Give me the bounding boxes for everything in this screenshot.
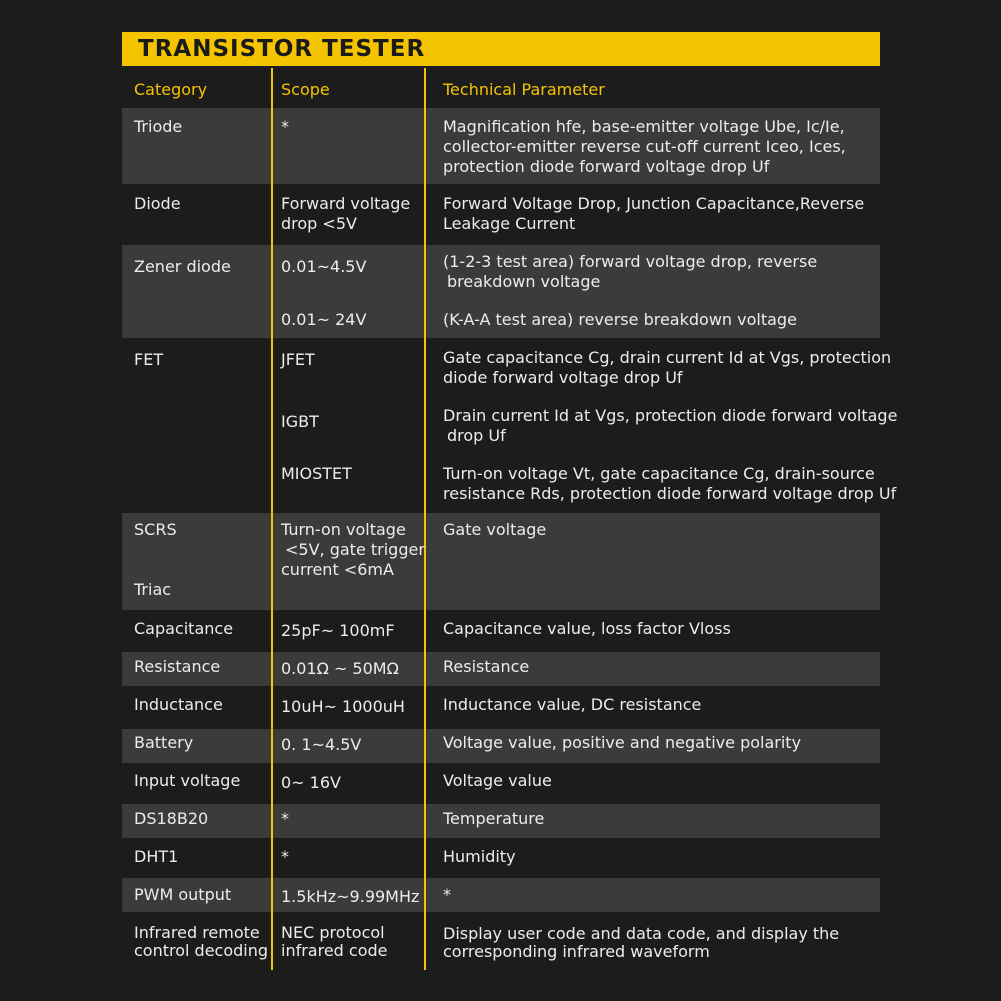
parameter-cell: Drain current Id at Vgs, protection diode forward voltage	[443, 406, 898, 425]
scope-cell: 0. 1~4.5V	[281, 735, 362, 754]
category-cell: DS18B20	[134, 809, 209, 828]
page-title: TRANSISTOR TESTER	[138, 36, 426, 62]
scope-cell: Forward voltage	[281, 194, 411, 213]
category-cell: Triac	[134, 580, 172, 599]
category-cell: Input voltage	[134, 771, 241, 790]
category-cell: Triode	[134, 117, 183, 136]
parameter-cell: drop Uf	[447, 426, 506, 445]
parameter-cell: Leakage Current	[443, 214, 576, 233]
category-cell: Zener diode	[134, 257, 231, 276]
column-divider-1	[271, 68, 273, 970]
parameter-cell: diode forward voltage drop Uf	[443, 368, 683, 387]
title-bar	[122, 32, 880, 66]
scope-cell: drop <5V	[281, 214, 357, 233]
scope-cell: MIOSTET	[281, 464, 352, 483]
scope-cell: 25pF~ 100mF	[281, 621, 395, 640]
scope-cell: 0.01~ 24V	[281, 310, 367, 329]
parameter-cell: collector-emitter reverse cut-off current Iceo, Ices,	[443, 137, 846, 156]
parameter-cell: *	[443, 885, 451, 904]
scope-cell: NEC protocol	[281, 923, 385, 942]
scope-cell: 0.01~4.5V	[281, 257, 367, 276]
parameter-cell: protection diode forward voltage drop Uf	[443, 157, 770, 176]
category-cell: DHT1	[134, 847, 179, 866]
parameter-cell: breakdown voltage	[447, 272, 601, 291]
parameter-cell: corresponding infrared waveform	[443, 942, 710, 961]
header-scope: Scope	[281, 80, 330, 99]
column-divider-2	[424, 68, 426, 970]
parameter-cell: Capacitance value, loss factor Vloss	[443, 619, 731, 638]
scope-cell: 10uH~ 1000uH	[281, 697, 405, 716]
header-category: Category	[134, 80, 208, 99]
scope-cell: 1.5kHz~9.99MHz	[281, 887, 420, 906]
category-cell: FET	[134, 350, 164, 369]
scope-cell: *	[281, 809, 289, 828]
scope-cell: IGBT	[281, 412, 319, 431]
parameter-cell: Voltage value, positive and negative polarity	[443, 733, 802, 752]
scope-cell: *	[281, 847, 289, 866]
scope-cell: infrared code	[281, 941, 388, 960]
parameter-cell: Display user code and data code, and display the	[443, 924, 840, 943]
parameter-cell: Humidity	[443, 847, 516, 866]
parameter-cell: Magnification hfe, base-emitter voltage Ube, Ic/Ie,	[443, 117, 845, 136]
category-cell: Battery	[134, 733, 194, 752]
category-cell: control decoding	[134, 941, 269, 960]
scope-cell: Turn-on voltage	[281, 520, 406, 539]
parameter-cell: (K-A-A test area) reverse breakdown voltage	[443, 310, 797, 329]
header-parameter: Technical Parameter	[443, 80, 605, 99]
scope-cell: 0~ 16V	[281, 773, 341, 792]
parameter-cell: Inductance value, DC resistance	[443, 695, 702, 714]
parameter-cell: Turn-on voltage Vt, gate capacitance Cg, drain-source	[443, 464, 875, 483]
parameter-cell: Forward Voltage Drop, Junction Capacitance,Reverse	[443, 194, 865, 213]
scope-cell: *	[281, 117, 289, 136]
scope-cell: 0.01Ω ~ 50MΩ	[281, 659, 399, 678]
parameter-cell: Gate capacitance Cg, drain current Id at Vgs, protection	[443, 348, 892, 367]
parameter-cell: (1-2-3 test area) forward voltage drop, reverse	[443, 252, 818, 271]
parameter-cell: resistance Rds, protection diode forward voltage drop Uf	[443, 484, 897, 503]
category-cell: SCRS	[134, 520, 177, 539]
scope-cell: current <6mA	[281, 560, 394, 579]
scope-cell: JFET	[281, 350, 315, 369]
category-cell: Infrared remote	[134, 923, 260, 942]
row-band-pwm	[122, 878, 880, 912]
parameter-cell: Voltage value	[443, 771, 552, 790]
parameter-cell: Gate voltage	[443, 520, 547, 539]
category-cell: Capacitance	[134, 619, 234, 638]
parameter-cell: Resistance	[443, 657, 530, 676]
category-cell: PWM output	[134, 885, 232, 904]
scope-cell: <5V, gate trigger	[285, 540, 425, 559]
category-cell: Inductance	[134, 695, 223, 714]
parameter-cell: Temperature	[443, 809, 545, 828]
category-cell: Resistance	[134, 657, 221, 676]
category-cell: Diode	[134, 194, 181, 213]
